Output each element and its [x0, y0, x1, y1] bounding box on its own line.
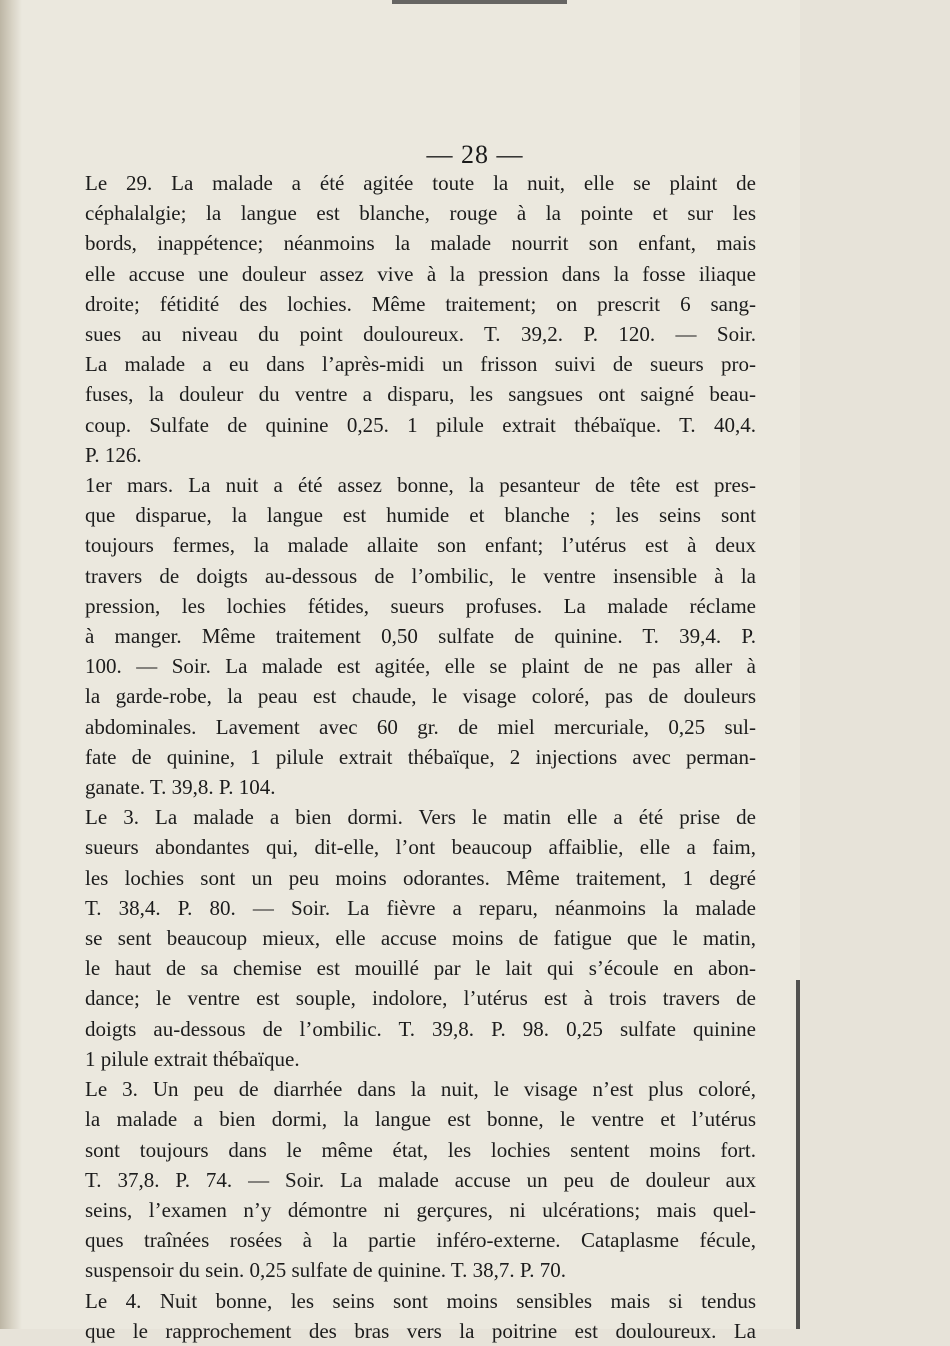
text-line: la malade a bien dormi, la langue est bonne, le ventre et l’utérus — [85, 1107, 756, 1132]
text-line: 100. — Soir. La malade est agitée, elle se plaint de ne pas aller à — [85, 654, 756, 679]
text-line: doigts au-dessous de l’ombilic. T. 39,8. P. 98. 0,25 sulfate quinine — [85, 1016, 756, 1041]
paragraph-le-4 — [58, 1286, 756, 1346]
text-line: T. 38,4. P. 80. — Soir. La fièvre a reparu, néanmoins la malade — [85, 895, 756, 920]
text-line: à manger. Même traitement 0,50 sulfate de quinine. T. 39,4. P. — [85, 624, 756, 649]
text-line: sont toujours dans le même état, les lochies sentent moins fort. — [85, 1137, 756, 1162]
text-line: la garde-robe, la peau est chaude, le visage coloré, pas de douleurs — [85, 684, 756, 709]
text-line: ganate. T. 39,8. P. 104. — [85, 775, 276, 800]
text-line: ques traînées rosées à la partie inféro-externe. Cataplasme fécule, — [85, 1228, 756, 1253]
text-line: fuses, la douleur du ventre a disparu, les sangsues ont saigné beau- — [85, 382, 756, 407]
text-line: P. 126. — [85, 442, 142, 467]
body-text — [58, 168, 756, 1346]
text-line: sueurs abondantes qui, dit-elle, l’ont beaucoup affaiblie, elle a faim, — [85, 835, 756, 860]
paragraph-le-3-a — [58, 802, 756, 1074]
text-line: Le 3. Un peu de diarrhée dans la nuit, le visage n’est plus coloré, — [85, 1077, 756, 1102]
text-line: bords, inappétence; néanmoins la malade nourrit son enfant, mais — [85, 231, 756, 256]
text-line: La malade a eu dans l’après-midi un frisson suivi de sueurs pro- — [85, 352, 756, 377]
text-line: droite; fétidité des lochies. Même traitement; on prescrit 6 sang- — [85, 291, 756, 316]
text-line: toujours fermes, la malade allaite son enfant; l’utérus est à deux — [85, 533, 756, 558]
text-line: 1er mars. La nuit a été assez bonne, la pesanteur de tête est pres- — [85, 473, 756, 498]
text-line: le haut de sa chemise est mouillé par le lait qui s’écoule en abon- — [85, 956, 756, 981]
text-line: T. 37,8. P. 74. — Soir. La malade accuse un peu de douleur aux — [85, 1167, 756, 1192]
paragraph-le-3-b — [58, 1074, 756, 1285]
text-line: dance; le ventre est souple, indolore, l’utérus est à trois travers de — [85, 986, 756, 1011]
text-line: les lochies sont un peu moins odorantes. Même traitement, 1 degré — [85, 865, 756, 890]
text-line: Le 29. La malade a été agitée toute la nuit, elle se plaint de — [85, 171, 756, 195]
text-line: elle accuse une douleur assez vive à la pression dans la fosse iliaque — [85, 261, 756, 286]
right-edge-mark — [796, 980, 800, 1329]
text-line: travers de doigts au-dessous de l’ombilic, le ventre insensible à la — [85, 563, 756, 588]
top-edge-mark — [392, 0, 567, 4]
paragraph-1er-mars — [58, 470, 756, 802]
text-line: fate de quinine, 1 pilule extrait thébaïque, 2 injections avec perman- — [85, 744, 756, 769]
text-line: 1 pilule extrait thébaïque. — [85, 1046, 300, 1071]
text-line: que disparue, la langue est humide et blanche ; les seins sont — [85, 503, 756, 528]
paragraph-le-29 — [58, 168, 756, 470]
text-line: céphalalgie; la langue est blanche, rouge à la pointe et sur les — [85, 201, 756, 226]
text-line: seins, l’examen n’y démontre ni gerçures, ni ulcérations; mais quel- — [85, 1197, 756, 1222]
text-line: Le 4. Nuit bonne, les seins sont moins sensibles mais si tendus — [85, 1288, 756, 1313]
text-line: que le rapprochement des bras vers la poitrine est douloureux. La — [85, 1318, 756, 1343]
text-line: suspensoir du sein. 0,25 sulfate de quinine. T. 38,7. P. 70. — [85, 1258, 567, 1283]
text-line: abdominales. Lavement avec 60 gr. de miel mercuriale, 0,25 sul- — [85, 714, 756, 739]
text-line: se sent beaucoup mieux, elle accuse moins de fatigue que le matin, — [85, 926, 756, 951]
text-line: sues au niveau du point douloureux. T. 39,2. P. 120. — Soir. — [85, 322, 756, 347]
page-binding-shadow — [0, 0, 22, 1329]
text-line: Le 3. La malade a bien dormi. Vers le matin elle a été prise de — [85, 805, 756, 830]
text-line: coup. Sulfate de quinine 0,25. 1 pilule extrait thébaïque. T. 40,4. — [85, 412, 756, 437]
page-number: — 28 — — [426, 140, 524, 169]
text-line: pression, les lochies fétides, sueurs profuses. La malade réclame — [85, 593, 756, 618]
